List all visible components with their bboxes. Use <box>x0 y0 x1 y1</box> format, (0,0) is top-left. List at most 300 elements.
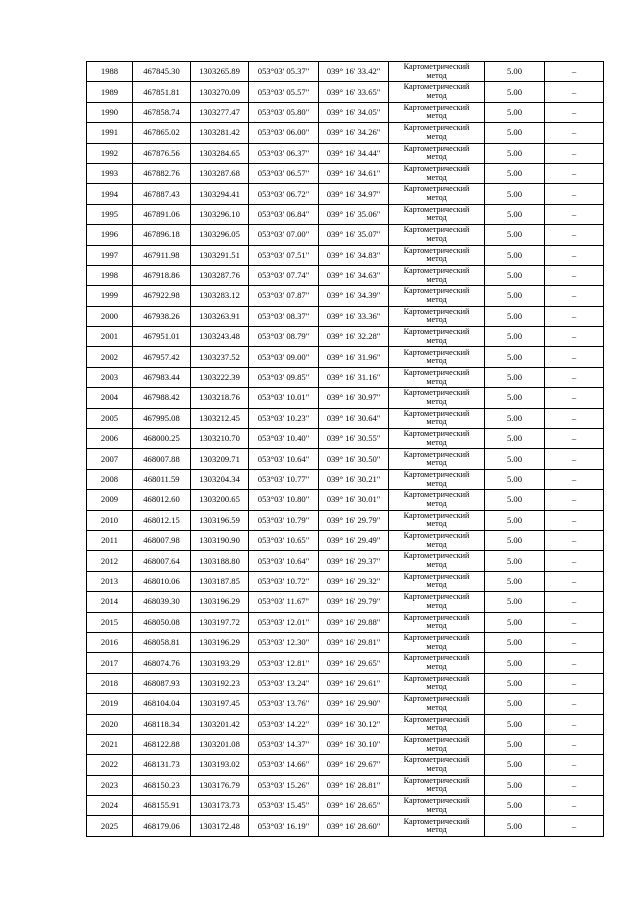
method-cell <box>389 347 485 367</box>
method-line-1: Картометрический <box>403 551 470 561</box>
longitude-cell: 039° 16' 30.12" <box>319 714 389 734</box>
method-line-2: метод <box>426 498 447 508</box>
precision-cell: 5.00 <box>485 551 545 571</box>
point-number-cell: 1989 <box>87 82 133 102</box>
longitude-cell: 039° 16' 34.39" <box>319 286 389 306</box>
x-coordinate-cell: 467957.42 <box>133 347 191 367</box>
point-number-cell: 2022 <box>87 755 133 775</box>
longitude-cell: 039° 16' 28.81" <box>319 775 389 795</box>
method-cell <box>389 530 485 550</box>
point-number-cell: 2015 <box>87 612 133 632</box>
precision-cell: 5.00 <box>485 429 545 449</box>
description-cell: – <box>545 62 604 82</box>
y-coordinate-cell: 1303172.48 <box>191 816 249 836</box>
table-row <box>87 694 604 714</box>
latitude-cell: 053°03' 13.24" <box>249 673 319 693</box>
precision-cell: 5.00 <box>485 367 545 387</box>
method-line-2: метод <box>426 478 447 488</box>
table-row <box>87 612 604 632</box>
latitude-cell: 053°03' 10.80" <box>249 490 319 510</box>
method-cell <box>389 82 485 102</box>
point-number-cell: 1993 <box>87 163 133 183</box>
latitude-cell: 053°03' 09.00" <box>249 347 319 367</box>
table-row <box>87 796 604 816</box>
method-line-1: Картометрический <box>403 469 470 479</box>
method-line-2: метод <box>426 131 447 141</box>
latitude-cell: 053°03' 07.87" <box>249 286 319 306</box>
precision-cell: 5.00 <box>485 123 545 143</box>
latitude-cell: 053°03' 10.72" <box>249 571 319 591</box>
x-coordinate-cell: 467911.98 <box>133 245 191 265</box>
y-coordinate-cell: 1303210.70 <box>191 429 249 449</box>
latitude-cell: 053°03' 10.01" <box>249 388 319 408</box>
description-cell: – <box>545 796 604 816</box>
method-line-2: метод <box>426 274 447 284</box>
x-coordinate-cell: 468012.60 <box>133 490 191 510</box>
method-line-1: Картометрический <box>403 571 470 581</box>
point-number-cell: 2021 <box>87 734 133 754</box>
description-cell: – <box>545 102 604 122</box>
x-coordinate-cell: 467887.43 <box>133 184 191 204</box>
method-line-1: Картометрический <box>403 510 470 520</box>
point-number-cell: 2014 <box>87 592 133 612</box>
precision-cell: 5.00 <box>485 653 545 673</box>
x-coordinate-cell: 468012.15 <box>133 510 191 530</box>
x-coordinate-cell: 468000.25 <box>133 429 191 449</box>
y-coordinate-cell: 1303201.42 <box>191 714 249 734</box>
method-line-2: метод <box>426 600 447 610</box>
method-line-1: Картометрический <box>403 612 470 622</box>
latitude-cell: 053°03' 06.00" <box>249 123 319 143</box>
y-coordinate-cell: 1303287.76 <box>191 265 249 285</box>
method-line-1: Картометрический <box>403 449 470 459</box>
precision-cell: 5.00 <box>485 673 545 693</box>
method-line-1: Картометрический <box>403 633 470 643</box>
method-cell <box>389 367 485 387</box>
point-number-cell: 2012 <box>87 551 133 571</box>
method-cell <box>389 388 485 408</box>
y-coordinate-cell: 1303218.76 <box>191 388 249 408</box>
method-cell <box>389 225 485 245</box>
precision-cell: 5.00 <box>485 530 545 550</box>
method-line-1: Картометрический <box>403 796 470 806</box>
precision-cell: 5.00 <box>485 816 545 836</box>
point-number-cell: 2024 <box>87 796 133 816</box>
method-cell <box>389 755 485 775</box>
longitude-cell: 039° 16' 29.81" <box>319 632 389 652</box>
method-cell <box>389 714 485 734</box>
table-row <box>87 429 604 449</box>
y-coordinate-cell: 1303287.68 <box>191 163 249 183</box>
precision-cell: 5.00 <box>485 327 545 347</box>
longitude-cell: 039° 16' 34.26" <box>319 123 389 143</box>
method-line-1: Картометрический <box>403 286 470 296</box>
y-coordinate-cell: 1303187.85 <box>191 571 249 591</box>
precision-cell: 5.00 <box>485 184 545 204</box>
method-cell <box>389 632 485 652</box>
longitude-cell: 039° 16' 30.21" <box>319 469 389 489</box>
method-line-2: метод <box>426 723 447 733</box>
method-cell <box>389 102 485 122</box>
method-line-2: метод <box>426 560 447 570</box>
precision-cell: 5.00 <box>485 775 545 795</box>
y-coordinate-cell: 1303197.45 <box>191 694 249 714</box>
method-line-1: Картометрический <box>403 673 470 683</box>
table-row <box>87 286 604 306</box>
point-number-cell: 2001 <box>87 327 133 347</box>
y-coordinate-cell: 1303209.71 <box>191 449 249 469</box>
point-number-cell: 2025 <box>87 816 133 836</box>
x-coordinate-cell: 467951.01 <box>133 327 191 347</box>
point-number-cell: 2020 <box>87 714 133 734</box>
precision-cell: 5.00 <box>485 306 545 326</box>
method-line-1: Картометрический <box>403 531 470 541</box>
y-coordinate-cell: 1303197.72 <box>191 612 249 632</box>
precision-cell: 5.00 <box>485 163 545 183</box>
description-cell: – <box>545 225 604 245</box>
precision-cell: 5.00 <box>485 388 545 408</box>
method-line-2: метод <box>426 641 447 651</box>
table-row <box>87 755 604 775</box>
method-line-1: Картометрический <box>403 143 470 153</box>
latitude-cell: 053°03' 07.74" <box>249 265 319 285</box>
latitude-cell: 053°03' 15.45" <box>249 796 319 816</box>
point-number-cell: 2016 <box>87 632 133 652</box>
description-cell: – <box>545 632 604 652</box>
y-coordinate-cell: 1303270.09 <box>191 82 249 102</box>
latitude-cell: 053°03' 08.37" <box>249 306 319 326</box>
method-line-1: Картометрический <box>403 592 470 602</box>
method-cell <box>389 449 485 469</box>
table-row <box>87 184 604 204</box>
latitude-cell: 053°03' 06.57" <box>249 163 319 183</box>
longitude-cell: 039° 16' 34.44" <box>319 143 389 163</box>
latitude-cell: 053°03' 10.79" <box>249 510 319 530</box>
method-cell <box>389 143 485 163</box>
x-coordinate-cell: 468007.64 <box>133 551 191 571</box>
method-line-1: Картометрический <box>403 490 470 500</box>
method-line-2: метод <box>426 294 447 304</box>
method-cell <box>389 123 485 143</box>
table-row <box>87 123 604 143</box>
description-cell: – <box>545 123 604 143</box>
x-coordinate-cell: 468010.06 <box>133 571 191 591</box>
y-coordinate-cell: 1303173.73 <box>191 796 249 816</box>
latitude-cell: 053°03' 11.67" <box>249 592 319 612</box>
method-cell <box>389 673 485 693</box>
x-coordinate-cell: 467983.44 <box>133 367 191 387</box>
x-coordinate-cell: 468011.59 <box>133 469 191 489</box>
latitude-cell: 053°03' 08.79" <box>249 327 319 347</box>
precision-cell: 5.00 <box>485 62 545 82</box>
description-cell: – <box>545 204 604 224</box>
precision-cell: 5.00 <box>485 796 545 816</box>
method-cell <box>389 490 485 510</box>
description-cell: – <box>545 265 604 285</box>
description-cell: – <box>545 714 604 734</box>
latitude-cell: 053°03' 10.23" <box>249 408 319 428</box>
y-coordinate-cell: 1303193.29 <box>191 653 249 673</box>
x-coordinate-cell: 467882.76 <box>133 163 191 183</box>
y-coordinate-cell: 1303201.08 <box>191 734 249 754</box>
precision-cell: 5.00 <box>485 286 545 306</box>
y-coordinate-cell: 1303296.10 <box>191 204 249 224</box>
method-line-1: Картометрический <box>403 225 470 235</box>
description-cell: – <box>545 388 604 408</box>
description-cell: – <box>545 571 604 591</box>
x-coordinate-cell: 468122.88 <box>133 734 191 754</box>
precision-cell: 5.00 <box>485 449 545 469</box>
table-row <box>87 592 604 612</box>
description-cell: – <box>545 510 604 530</box>
longitude-cell: 039° 16' 29.32" <box>319 571 389 591</box>
latitude-cell: 053°03' 14.22" <box>249 714 319 734</box>
table-row <box>87 714 604 734</box>
latitude-cell: 053°03' 09.85" <box>249 367 319 387</box>
latitude-cell: 053°03' 12.81" <box>249 653 319 673</box>
longitude-cell: 039° 16' 29.90" <box>319 694 389 714</box>
description-cell: – <box>545 163 604 183</box>
method-line-2: метод <box>426 662 447 672</box>
point-number-cell: 1996 <box>87 225 133 245</box>
latitude-cell: 053°03' 05.57" <box>249 82 319 102</box>
description-cell: – <box>545 143 604 163</box>
method-line-1: Картометрический <box>403 408 470 418</box>
coordinates-table <box>86 61 604 837</box>
method-line-1: Картометрический <box>403 306 470 316</box>
table-row <box>87 265 604 285</box>
longitude-cell: 039° 16' 30.10" <box>319 734 389 754</box>
table-row <box>87 469 604 489</box>
method-line-2: метод <box>426 702 447 712</box>
x-coordinate-cell: 467995.08 <box>133 408 191 428</box>
latitude-cell: 053°03' 05.80" <box>249 102 319 122</box>
method-cell <box>389 612 485 632</box>
point-number-cell: 1997 <box>87 245 133 265</box>
y-coordinate-cell: 1303192.23 <box>191 673 249 693</box>
method-line-2: метод <box>426 804 447 814</box>
method-line-1: Картометрический <box>403 775 470 785</box>
method-line-2: метод <box>426 825 447 835</box>
point-number-cell: 2004 <box>87 388 133 408</box>
description-cell: – <box>545 612 604 632</box>
longitude-cell: 039° 16' 29.65" <box>319 653 389 673</box>
longitude-cell: 039° 16' 32.28" <box>319 327 389 347</box>
description-cell: – <box>545 755 604 775</box>
method-line-2: метод <box>426 213 447 223</box>
point-number-cell: 2006 <box>87 429 133 449</box>
table-row <box>87 82 604 102</box>
latitude-cell: 053°03' 14.66" <box>249 755 319 775</box>
y-coordinate-cell: 1303196.29 <box>191 632 249 652</box>
longitude-cell: 039° 16' 30.01" <box>319 490 389 510</box>
x-coordinate-cell: 467858.74 <box>133 102 191 122</box>
table-row <box>87 204 604 224</box>
longitude-cell: 039° 16' 29.79" <box>319 510 389 530</box>
description-cell: – <box>545 306 604 326</box>
table-row <box>87 734 604 754</box>
x-coordinate-cell: 468058.81 <box>133 632 191 652</box>
table-row <box>87 775 604 795</box>
description-cell: – <box>545 592 604 612</box>
table-row <box>87 510 604 530</box>
method-line-1: Картометрический <box>403 347 470 357</box>
method-line-1: Картометрический <box>403 694 470 704</box>
table-row <box>87 327 604 347</box>
x-coordinate-cell: 468050.08 <box>133 612 191 632</box>
method-line-1: Картометрический <box>403 429 470 439</box>
y-coordinate-cell: 1303283.12 <box>191 286 249 306</box>
method-line-2: метод <box>426 172 447 182</box>
longitude-cell: 039° 16' 28.65" <box>319 796 389 816</box>
method-cell <box>389 408 485 428</box>
x-coordinate-cell: 468118.34 <box>133 714 191 734</box>
precision-cell: 5.00 <box>485 347 545 367</box>
method-line-1: Картометрический <box>403 102 470 112</box>
description-cell: – <box>545 816 604 836</box>
method-cell <box>389 734 485 754</box>
method-line-2: метод <box>426 580 447 590</box>
table-row <box>87 163 604 183</box>
x-coordinate-cell: 468131.73 <box>133 755 191 775</box>
x-coordinate-cell: 468007.88 <box>133 449 191 469</box>
y-coordinate-cell: 1303263.91 <box>191 306 249 326</box>
method-cell <box>389 775 485 795</box>
longitude-cell: 039° 16' 35.07" <box>319 225 389 245</box>
latitude-cell: 053°03' 10.65" <box>249 530 319 550</box>
point-number-cell: 1998 <box>87 265 133 285</box>
table-row <box>87 449 604 469</box>
method-line-2: метод <box>426 396 447 406</box>
y-coordinate-cell: 1303190.90 <box>191 530 249 550</box>
x-coordinate-cell: 468155.91 <box>133 796 191 816</box>
table-row <box>87 388 604 408</box>
longitude-cell: 039° 16' 33.36" <box>319 306 389 326</box>
method-line-1: Картометрический <box>403 82 470 92</box>
longitude-cell: 039° 16' 33.65" <box>319 82 389 102</box>
method-line-2: метод <box>426 233 447 243</box>
precision-cell: 5.00 <box>485 469 545 489</box>
method-line-1: Картометрический <box>403 266 470 275</box>
x-coordinate-cell: 468074.76 <box>133 653 191 673</box>
x-coordinate-cell: 468087.93 <box>133 673 191 693</box>
y-coordinate-cell: 1303281.42 <box>191 123 249 143</box>
longitude-cell: 039° 16' 29.37" <box>319 551 389 571</box>
latitude-cell: 053°03' 07.51" <box>249 245 319 265</box>
method-line-2: метод <box>426 70 447 80</box>
method-line-1: Картометрический <box>403 164 470 174</box>
table-row <box>87 408 604 428</box>
table-row <box>87 653 604 673</box>
description-cell: – <box>545 694 604 714</box>
latitude-cell: 053°03' 12.01" <box>249 612 319 632</box>
table-row <box>87 530 604 550</box>
y-coordinate-cell: 1303200.65 <box>191 490 249 510</box>
method-line-1: Картометрический <box>403 123 470 133</box>
latitude-cell: 053°03' 16.19" <box>249 816 319 836</box>
method-line-1: Картометрический <box>403 734 470 744</box>
y-coordinate-cell: 1303296.05 <box>191 225 249 245</box>
method-line-1: Картометрический <box>403 204 470 214</box>
method-line-2: метод <box>426 356 447 366</box>
description-cell: – <box>545 469 604 489</box>
method-line-2: метод <box>426 763 447 773</box>
method-cell <box>389 327 485 347</box>
table-row <box>87 225 604 245</box>
x-coordinate-cell: 468150.23 <box>133 775 191 795</box>
x-coordinate-cell: 468007.98 <box>133 530 191 550</box>
precision-cell: 5.00 <box>485 82 545 102</box>
point-number-cell: 1990 <box>87 102 133 122</box>
description-cell: – <box>545 347 604 367</box>
precision-cell: 5.00 <box>485 571 545 591</box>
latitude-cell: 053°03' 06.37" <box>249 143 319 163</box>
precision-cell: 5.00 <box>485 510 545 530</box>
latitude-cell: 053°03' 06.72" <box>249 184 319 204</box>
table-row <box>87 143 604 163</box>
method-line-1: Картометрический <box>403 388 470 398</box>
method-line-2: метод <box>426 376 447 386</box>
longitude-cell: 039° 16' 34.63" <box>319 265 389 285</box>
y-coordinate-cell: 1303243.48 <box>191 327 249 347</box>
longitude-cell: 039° 16' 29.88" <box>319 612 389 632</box>
point-number-cell: 2011 <box>87 530 133 550</box>
latitude-cell: 053°03' 10.77" <box>249 469 319 489</box>
precision-cell: 5.00 <box>485 225 545 245</box>
longitude-cell: 039° 16' 35.06" <box>319 204 389 224</box>
description-cell: – <box>545 245 604 265</box>
latitude-cell: 053°03' 07.00" <box>249 225 319 245</box>
point-number-cell: 2009 <box>87 490 133 510</box>
method-cell <box>389 816 485 836</box>
point-number-cell: 1988 <box>87 62 133 82</box>
y-coordinate-cell: 1303188.80 <box>191 551 249 571</box>
table-row <box>87 673 604 693</box>
point-number-cell: 2003 <box>87 367 133 387</box>
latitude-cell: 053°03' 15.26" <box>249 775 319 795</box>
longitude-cell: 039° 16' 30.97" <box>319 388 389 408</box>
table-row <box>87 245 604 265</box>
method-cell <box>389 306 485 326</box>
method-line-1: Картометрический <box>403 62 470 72</box>
latitude-cell: 053°03' 10.64" <box>249 449 319 469</box>
description-cell: – <box>545 653 604 673</box>
y-coordinate-cell: 1303237.52 <box>191 347 249 367</box>
y-coordinate-cell: 1303222.39 <box>191 367 249 387</box>
method-cell <box>389 571 485 591</box>
longitude-cell: 039° 16' 29.79" <box>319 592 389 612</box>
description-cell: – <box>545 673 604 693</box>
point-number-cell: 1992 <box>87 143 133 163</box>
method-line-2: метод <box>426 193 447 203</box>
y-coordinate-cell: 1303294.41 <box>191 184 249 204</box>
longitude-cell: 039° 16' 29.67" <box>319 755 389 775</box>
method-line-2: метод <box>426 458 447 468</box>
table-row <box>87 571 604 591</box>
longitude-cell: 039° 16' 34.61" <box>319 163 389 183</box>
point-number-cell: 2008 <box>87 469 133 489</box>
point-number-cell: 1999 <box>87 286 133 306</box>
longitude-cell: 039° 16' 34.97" <box>319 184 389 204</box>
x-coordinate-cell: 468104.04 <box>133 694 191 714</box>
method-cell <box>389 184 485 204</box>
x-coordinate-cell: 468039.30 <box>133 592 191 612</box>
description-cell: – <box>545 775 604 795</box>
method-line-1: Картометрический <box>403 653 470 663</box>
method-line-2: метод <box>426 539 447 549</box>
method-line-2: метод <box>426 437 447 447</box>
table-row <box>87 816 604 836</box>
